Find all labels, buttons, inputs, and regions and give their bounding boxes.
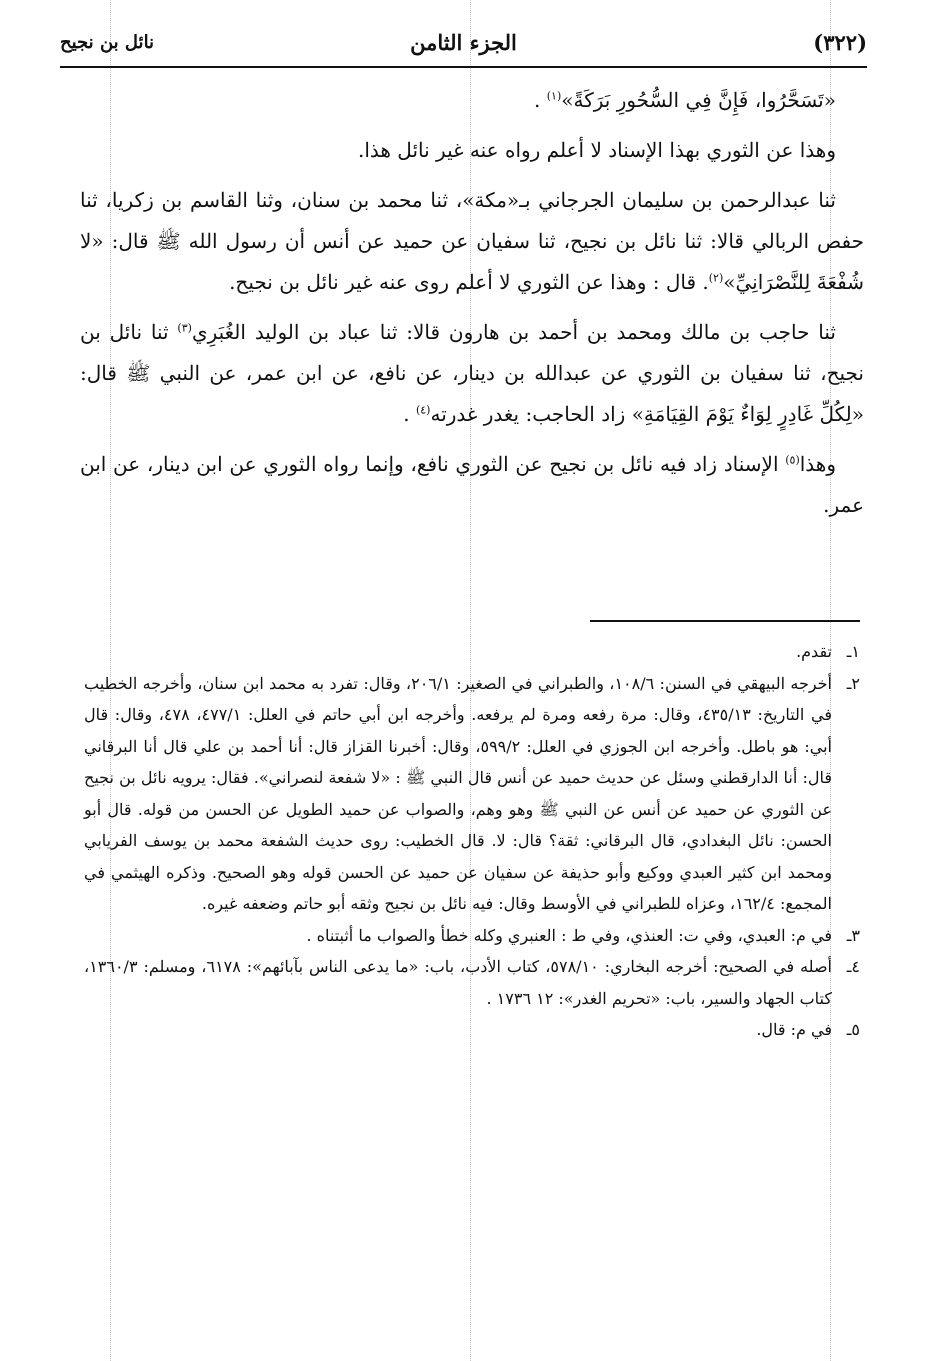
paragraph-5	[80, 444, 864, 526]
paragraph-1	[80, 80, 864, 121]
footnote-5	[84, 1014, 860, 1046]
footnote-3	[84, 920, 860, 952]
page-header	[60, 26, 867, 68]
footnote-number: ٥ـ	[846, 1020, 860, 1039]
paragraph-3	[80, 180, 864, 303]
footnote-ref: (٤)	[415, 403, 431, 417]
footnote-text: أصله في الصحيح: أخرجه البخاري: ٥٧٨/١٠، كتاب الأدب، باب: «ما يدعى الناس بآبائهم»: ٦١٧٨، ومسلم: ١٣٦٠/٣، كتاب الجهاد والسير، باب: «تحريم الغدر»: ١٢ ١٧٣٦ .	[84, 957, 832, 1008]
footnote-1	[84, 636, 860, 668]
paragraph-text: ثنا حاجب بن مالك ومحمد بن أحمد بن هارون قالا: ثنا عباد بن الوليد الغُبَرِي	[191, 320, 837, 344]
footnote-number: ٣ـ	[846, 925, 860, 945]
paragraph-4	[80, 312, 864, 435]
paragraph-text: ثنا عبدالرحمن بن سليمان الجرجاني بـ«مكة»، ثنا محمد بن سنان، وثنا القاسم بن زكريا، ثنا حفص الربالي قالا: ثنا نائل بن نجيح، ثنا سفيان عن حميد عن أنس أن رسول الله ﷺ قال: «لا شُفْعَةَ لِلنَّصْرَانِيِّ»	[80, 188, 864, 294]
paragraph-text: ثنا نائل بن نجيح، ثنا سفيان بن الثوري عن عبدالله بن دينار، عن نافع، عن ابن عمر، عن النبي ﷺ قال: «لِكُلِّ غَادِرٍ لِوَاءٌ يَوْمَ القِيَامَةِ» زاد الحاجب: يغدر غدرته	[80, 320, 864, 426]
hadith-text: «تَسَحَّرُوا، فَإِنَّ فِي السُّحُورِ بَرَكَةً»	[561, 88, 836, 112]
footnote-ref: (١)	[546, 89, 562, 103]
text-tail: .	[403, 402, 416, 426]
footnote-text: في م: العبدي، وفي ت: العنذي، وفي ط : العنبري وكله خطأ والصواب ما أثبتناه .	[306, 925, 832, 945]
footnote-ref: (٥)	[785, 453, 800, 467]
footnote-number: ٢ـ	[846, 673, 860, 693]
footnote-text: في م: قال.	[756, 1020, 832, 1039]
footnote-number: ١ـ	[846, 642, 860, 661]
footnote-text: تقدم.	[796, 642, 832, 661]
footnotes	[84, 636, 860, 1046]
paragraph-text: وهذا	[799, 452, 836, 476]
footnote-ref: (٣)	[177, 321, 192, 335]
page-number: (٣٢٢)	[813, 30, 867, 55]
part-title: الجزء الثامن	[410, 30, 517, 55]
paragraph-text: الإسناد زاد فيه نائل بن نجيح عن الثوري نافع، وإنما رواه الثوري عن ابن دينار، عن ابن عمر.	[80, 452, 864, 517]
footnote-2	[84, 668, 860, 920]
paragraph-text: . قال : وهذا عن الثوري لا أعلم روى عنه غير نائل بن نجيح.	[229, 270, 709, 294]
main-text	[80, 80, 864, 535]
paragraph-2: وهذا عن الثوري بهذا الإسناد لا أعلم رواه عنه غير نائل هذا.	[357, 138, 836, 162]
narrator-title: نائل بن نجيح	[60, 32, 155, 53]
text-tail: .	[534, 88, 547, 112]
footnote-divider	[590, 620, 860, 622]
footnote-text: أخرجه البيهقي في السنن: ١٠٨/٦، والطبراني في الصغير: ٢٠٦/١، وقال: تفرد به محمد ابن سنان، وأخرجه الخطيب في التاريخ: ٤٣٥/١٣، وقال: مرة رفعه ومرة لم يرفعه. وأخرجه ابن أبي حاتم في العلل: ٤٧٧/١، ٤٧٨، وقال: قال أبي: هو باطل. وأخرجه ابن الجوزي في العلل: ٥٩٩/٢، وقال: أخبرنا القزاز قال: أنا أحمد بن علي قال أنا البرقاني قال: أنا الدارقطني وسئل عن حديث حميد عن أنس قال النبي ﷺ : «لا شفعة لنصراني». فقال: يرويه نائل بن نجيح عن الثوري عن حميد عن أنس عن النبي ﷺ وهو وهم، والصواب عن حميد الطويل عن الحسن من قوله. قال أبو الحسن: نائل البغدادي، قال البرقاني: ثقة؟ قال: لا. قال الخطيب: روى حديث الشفعة محمد بن يوسف الفريابي ومحمد ابن كثير العبدي ووكيع وأبو حذيفة عن سفيان عن حميد عن الحسن قوله وهو الصحيح. وذكره الهيثمي في المجمع: ١٦٢/٤، وعزاه للطبراني في الأوسط وقال: فيه نائل بن نجيح وثقه أبو حاتم وضعفه غيره.	[84, 673, 833, 913]
footnote-4	[84, 951, 860, 1014]
footnote-ref: (٢)	[708, 271, 724, 285]
footnote-number: ٤ـ	[846, 957, 860, 976]
